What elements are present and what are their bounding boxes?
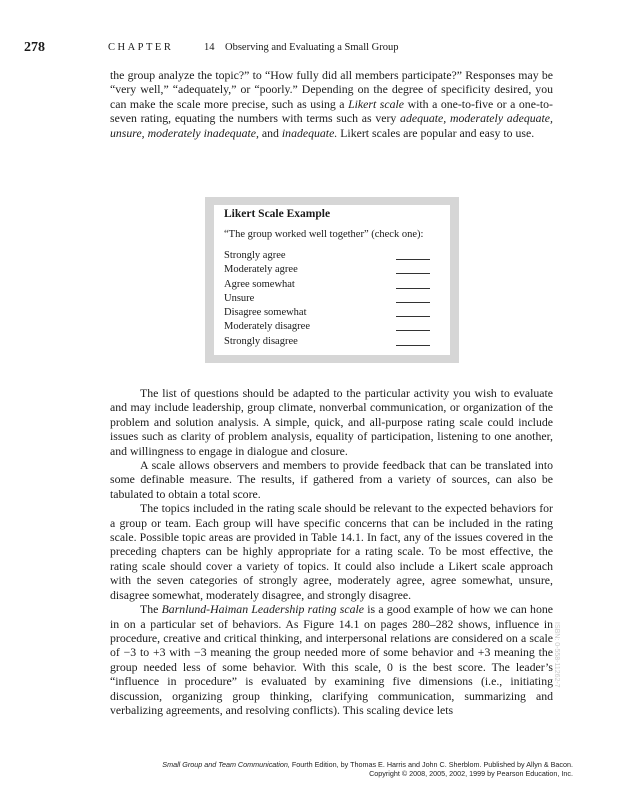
page-number: 278	[24, 40, 45, 55]
answer-blank[interactable]	[396, 259, 430, 260]
box-prompt: “The group worked well together” (check one):	[224, 229, 424, 240]
answer-blank[interactable]	[396, 288, 430, 289]
likert-option: Disagree somewhat	[224, 306, 430, 320]
paragraph-4: The Barnlund-Haiman Leadership rating scale is a good example of how we can hone in on a particular set of behaviors. As Figure 14.1 on pages 280–282 shows, influence in procedure, creative and critical thinking, and interpersonal relations are considered on a scale of −3 to +3 with −3 meaning the group needed more of some behavior and +3 meaning the group needed less of some behavior. With this scale, 0 is the best score. The leader’s “influence in procedure” is evaluated by examining five dimensions (i.e., initiating discussion, organizing group thinking, clarifying communication, summarizing and verbalizing agreements, and resolving conflicts). This scaling device lets	[110, 602, 553, 717]
answer-blank[interactable]	[396, 302, 430, 303]
likert-options-list	[224, 249, 430, 349]
footer-line-1: Small Group and Team Communication, Fourth Edition, by Thomas E. Harris and John C. Sherblom. Published by Allyn & Bacon.	[162, 760, 573, 769]
answer-blank[interactable]	[396, 273, 430, 274]
paragraph-2: A scale allows observers and members to provide feedback that can be translated into some definable measure. The results, if gathered from a variety of sources, can also be tabulated to obtain a total score.	[110, 458, 553, 501]
paragraph-1: The list of questions should be adapted to the particular activity you wish to evaluate and may include leadership, group climate, nonverbal communication, or organization of the problem and solution analysis. A simple, quick, and all-purpose rating scale could include issues such as clarity of problem analysis, equality of participation, listening to one another, and willingness to engage in dialogue and closure.	[110, 386, 553, 458]
answer-blank[interactable]	[396, 330, 430, 331]
chapter-title: Observing and Evaluating a Small Group	[225, 42, 399, 53]
chapter-label: CHAPTER	[108, 42, 174, 53]
likert-option: Strongly disagree	[224, 335, 430, 349]
box-title: Likert Scale Example	[224, 208, 331, 220]
likert-example-panel	[214, 205, 450, 355]
likert-example-box	[205, 197, 459, 363]
likert-option: Moderately agree	[224, 263, 430, 277]
footer-line-2: Copyright © 2008, 2005, 2002, 1999 by Pearson Education, Inc.	[369, 769, 573, 778]
intro-paragraph: the group analyze the topic?” to “How fully did all members participate?” Responses may be “very well,” “adequately,” or “poorly.” Depending on the degree of specificity desired, you can make the scale more precise, such as using a Likert scale with a one-to-five or a one-to-seven rating, equating the numbers with terms such as very adequate, moderately adequate, unsure, moderately inadequate, and inadequate. Likert scales are popular and easy to use.	[110, 68, 553, 140]
isbn-watermark: ISBN: 0-558-11262-7	[553, 622, 560, 688]
likert-option: Strongly agree	[224, 249, 430, 263]
likert-option: Unsure	[224, 292, 430, 306]
answer-blank[interactable]	[396, 345, 430, 346]
likert-option: Agree somewhat	[224, 278, 430, 292]
body-text	[110, 386, 553, 717]
book-title: Small Group and Team Communication,	[162, 760, 290, 769]
paragraph-3: The topics included in the rating scale should be relevant to the expected behaviors for a group or team. Each group will have specific concerns that can be included in the rating scale. Possible topic areas are provided in Table 14.1. In fact, any of the issues covered in the preceding chapters can be highly appropriate for a rating scale. To be most effective, the rating scale should cover a variety of topics. It could also include a Likert scale approach with the seven categories of strongly agree, moderately agree, agree somewhat, unsure, disagree somewhat, moderately disagree, and strongly disagree.	[110, 501, 553, 602]
likert-option: Moderately disagree	[224, 320, 430, 334]
answer-blank[interactable]	[396, 316, 430, 317]
likert-term: Likert scale	[348, 96, 405, 111]
rating-scale-term: Barnlund-Haiman Leadership rating scale	[161, 602, 364, 617]
chapter-number: 14	[204, 42, 215, 53]
copyright-footer	[162, 760, 573, 778]
running-header	[24, 40, 584, 58]
